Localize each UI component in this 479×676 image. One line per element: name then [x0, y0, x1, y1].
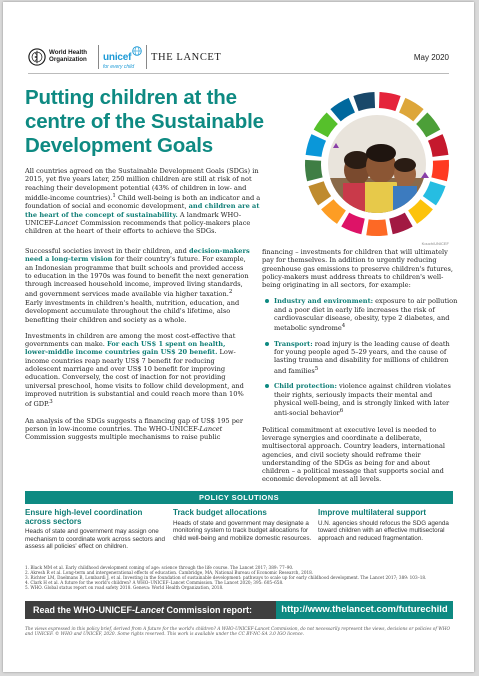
- sdg-wheel-segment: [314, 113, 338, 138]
- sdg-wheel-segment: [431, 160, 449, 181]
- paragraph-financing-gap: An analysis of the SDGs suggests a financing gap of US$ 195 per person in low-income countries. The WHO-UNICEF-Lancet Commission suggests multiple mechanisms to raise public: [25, 416, 243, 442]
- who-emblem-icon: [28, 48, 46, 66]
- intro-paragraph: All countries agreed on the Sustainable Development Goals (SDGs) in 2015, yet five years later, 250 million children are still at risk of not reaching their development potential (43% of children in low- and middle-income countries).$^1$ Child well-being is both an indicator and a foundation of social and economic development, and children are at the heart of the concept of sustainability. A landmark WHO-UNICEF-Lancet Commission recommends that policy-makers place children at the heart of their efforts to achieve the SDGs.: [25, 167, 261, 236]
- reference-item: 1. Black MM et al. Early childhood development coming of age: science through the life course. The Lancet 2017; 389: 77–90.: [25, 565, 294, 570]
- sdg-wheel-segment: [416, 113, 440, 138]
- sdg-wheel-segment: [306, 134, 326, 157]
- sdg-wheel-segment: [408, 199, 433, 224]
- left-column: [25, 247, 250, 450]
- header-divider: [146, 45, 147, 69]
- paragraph-cost-effective: Investments in children are among the most cost-effective that governments can make. For each US$ 1 spent on health, lower-middle income countries gain US$ 20 benefit. Low-income countries reap nearly US$ 7 benefit for reducing adolescent marriage and over US$ 10 benefit for improving education. Conversely, the cost of inaction for not providing universal preschool, home visits to follow child development, and improved nutrition is substantial and could reach more than 10% of GDP.$^3$: [25, 331, 244, 409]
- reference-item: 5. WHO. Global status report on road safety 2018. Geneva: World Health Organization, 2018.: [25, 585, 224, 590]
- paragraph-political-commitment: Political commitment at executive level is needed to leverage synergies and coordinate a deliberate, multisectoral approach. Country leaders, international agencies, and civil society should reframe their understanding of the SDGs as being for and about children – a political message that supports social and economic development at all levels.: [262, 425, 445, 484]
- list-item: Transport: road injury is the leading cause of death for young people aged 5–29 years, and the cause of lasting trauma and disability for millions of children and families$^5$: [262, 340, 458, 375]
- banner-label: Read the WHO-UNICEF-Lancet Commission report:: [33, 605, 253, 615]
- header-divider: [98, 45, 99, 69]
- sdg-wheel-segment: [321, 199, 346, 224]
- policy-brief-page: [3, 2, 474, 672]
- reference-item: 4. Clark H et al. A future for the world's children? A WHO–UNICEF–Lancet Commission. The Lancet 2020; 395: 605–658.: [25, 580, 284, 585]
- reference-item: 3. Richter LM, Daelmans B, Lombardi J, et al. Investing in the foundation of sustainable development: pathways to scale up for early childhood development. The Lancet 2017; 389: 103–18.: [25, 575, 427, 580]
- sdg-wheel-segment: [428, 134, 448, 157]
- sdg-wheel-segment: [308, 181, 331, 205]
- page-title: Putting children at the centre of the Sustainable Development Goals: [25, 86, 264, 157]
- paragraph-long-term-vision: Successful societies invest in their children, and decision-makers need a long-term vision for their country's future. For example, an Indonesian programme that built schools and provided access to education in the 1970s was found to benefit the next generation through increased household income, improved living standards, and government services made available via higher taxation.$^2$ Early investments in children's health, nutrition, education, and development accumulate throughout the child's lifetime, also benefiting their children and society as a whole.: [25, 247, 250, 324]
- sdg-wheel-segment: [399, 98, 424, 122]
- publication-date: May 2020: [413, 53, 449, 62]
- sdg-wheel-segment: [423, 181, 446, 205]
- policy-box-coordination: Ensure high-level coordination across sectors Heads of state and government may assign one mechanism to coordinate work across sectors and assess all policies' effect on children.: [25, 508, 165, 550]
- policy-solutions-heading: POLICY SOLUTIONS: [25, 491, 453, 504]
- report-link[interactable]: http://www.thelancet.com/futurechild: [276, 601, 453, 619]
- unicef-wordmark: unicef for every child: [103, 52, 135, 70]
- list-item: Child protection: violence against children violates their rights, seriously impacts their mental and physical well-being, and is strongly linked with later anti-social behavior$^6$: [262, 382, 458, 417]
- paragraph-financing: financing – investments for children that will ultimately pay for themselves. In addition to urgently reducing greenhouse gas emissions to preserve children's futures, policy-makers must address threats to children's well-being originating in all sectors, for example:: [262, 248, 453, 290]
- sdg-wheel-segment: [389, 213, 413, 235]
- sdg-wheel-segment: [330, 98, 355, 122]
- reference-item: 2. Akresh R et al. Long-term and intergenerational effects of education. Cambridge, MA, National Bureau of Economic Research, 2018.: [25, 570, 314, 575]
- header-rule: [28, 73, 449, 74]
- policy-box-multilateral: Improve multilateral support U.N. agencies should refocus the SDG agenda toward children with an effective multisectoral approach and reduced fragmentation.: [318, 508, 449, 542]
- sdg-wheel-segment: [353, 92, 375, 111]
- references: [25, 565, 455, 590]
- report-banner: [25, 601, 453, 619]
- who-wordmark: World Health Organization: [49, 49, 88, 63]
- children-photo: [323, 110, 431, 218]
- list-item: Industry and environment: exposure to air pollution and a poor diet in early life increases the risk of cardiovascular disease, obesity, type 2 diabetes, and metabolic syndrome$^4$: [262, 297, 458, 332]
- sdg-wheel-segment: [379, 92, 401, 111]
- right-column: [262, 248, 458, 492]
- photo-credit: Kouch/UNICEF: [421, 241, 449, 246]
- lancet-wordmark: THE LANCET: [151, 52, 222, 63]
- sdg-wheel-segment: [366, 219, 387, 236]
- sdg-wheel-segment: [305, 160, 323, 181]
- disclaimer: The views expressed in this policy brief, derived from A future for the world's children? A WHO-UNICEF-Lancet Commission, do not necessarily represent the views, decisions or policies of WHO and UNICEF. © WHO and UNICEF, 2020. Some rights reserved. This work is available under the CC BY-NC-SA 3.0 IGO licence.: [25, 627, 450, 638]
- sdg-wheel-segment: [341, 213, 365, 235]
- sdg-wheel-photo: [303, 90, 451, 238]
- header: [3, 2, 474, 74]
- policy-box-budget: Track budget allocations Heads of state and government may designate a monitoring system to track budget allocations for child well-being and mobilize domestic resources.: [173, 508, 312, 542]
- sector-threats-list: [262, 297, 458, 417]
- unicef-globe-icon: [132, 46, 142, 56]
